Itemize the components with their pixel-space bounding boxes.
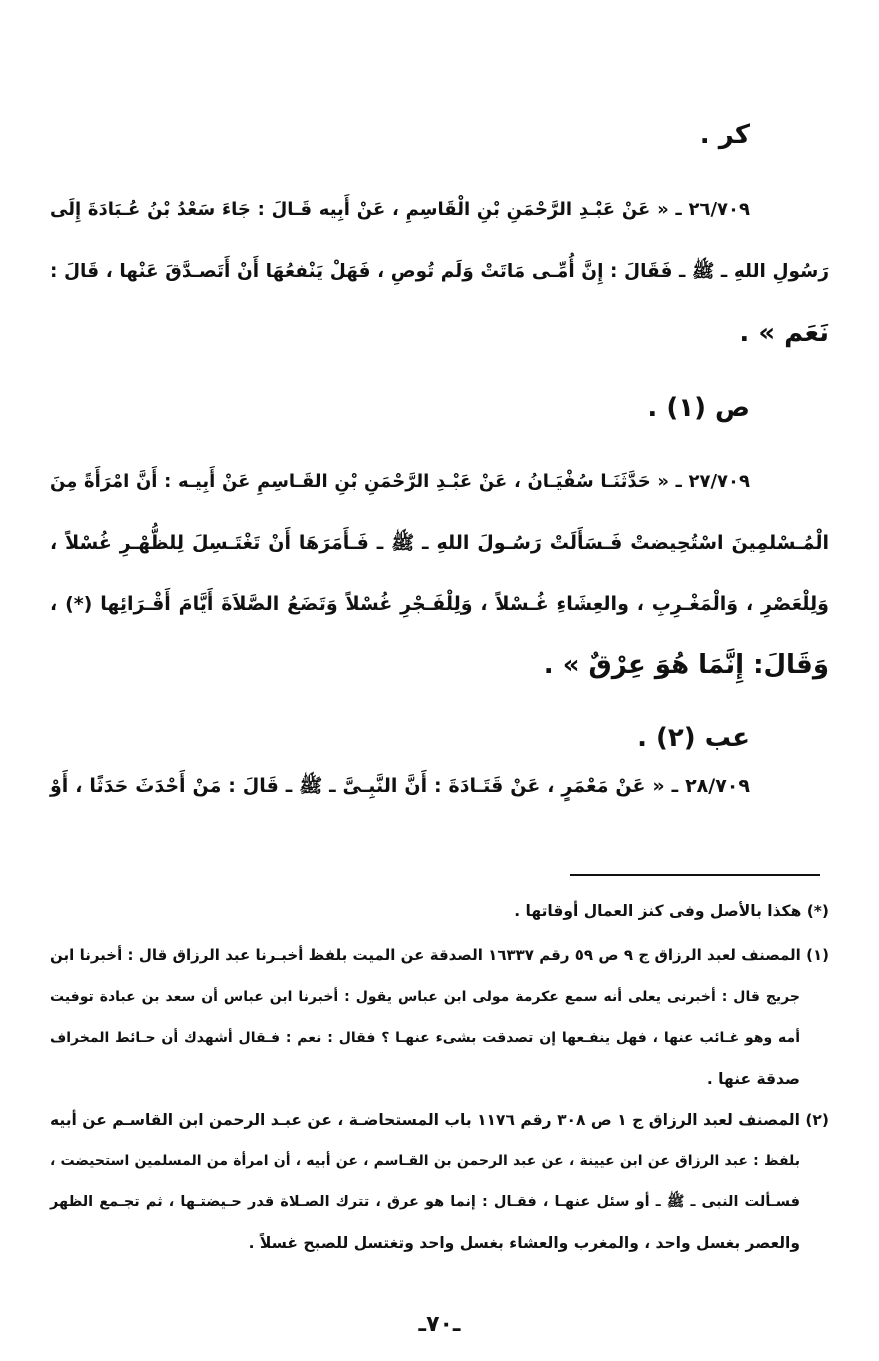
footnote-star: (*) هكذا بالأصل وفى كنز العمال أوقاتها . [514,902,829,920]
footnote-2-line-4: والعصر بغسل واحد ، والمغرب والعشاء بغسل واحد وتغتسل للصبح غسلاً . [248,1234,800,1252]
footnote-1-line-2: جريج قال : أخبرنى يعلى أنه سمع عكرمة مولى ابن عباس يقول : أخبرنا ابن عباس أن سعد بن عبادة توفيت [50,989,800,1005]
hadith-27-line-2: الْمُـسْلمِينَ اسْتُحِيضتْ فَـسَأَلَتْ رَسُـولَ اللهِ ـ ﷺ ـ فَـأَمَرَهَا أَنْ تَغْتَـسِلَ لِلظُّهْـرِ غُسْلاً ، [50,532,829,554]
page-number: ـ٧٠ـ [418,1312,461,1337]
hadith-27-line-1: ٢٧/٧٠٩ ـ « حَدَّثَنَـا سُفْيَـانُ ، عَنْ عَبْـدِ الرَّحْمَنِ بْنِ القَـاسِمِ عَنْ أَبِيـه : أَنَّ امْرَأَةً مِنَ [50,471,750,492]
hadith-26-line-3: نَعَم » . [739,318,829,348]
footnote-2-line-2: بلفظ : عبد الرزاق عن ابن عيينة ، عن عبد الرحمن بن القـاسم ، عن أبيه ، أن امرأة من المسلمين استحيضت ، [50,1153,800,1169]
footnote-2-line-3: فسـألت النبى ـ ﷺ ـ أو سئل عنهـا ، فقـال : إنما هو عرق ، تترك الصـلاة قدر حـيضتـها ، ثم تجـمع الظهر [50,1194,800,1210]
hadith-27-line-4: وَقَالَ: إِنَّمَا هُوَ عِرْقٌ » . [543,650,829,680]
source-ref-2: عب (٢) . [637,723,750,753]
text-line-1: كر . [699,120,750,150]
hadith-28-line-1: ٢٨/٧٠٩ ـ « عَنْ مَعْمَرٍ ، عَنْ قَتَـادَةَ : أَنَّ النَّبِـىَّ ـ ﷺ ـ قَالَ : مَنْ أَحْدَثَ حَدَثًا ، أَوْ [50,775,750,797]
footnote-1-line-3: أمه وهو غـائب عنها ، فهل ينفـعها إن تصدقت بشىء عنهـا ؟ فقال : نعم : فـقال أشهدك أن حـائط المخراف [50,1030,800,1046]
hadith-26-line-2: رَسُولِ اللهِ ـ ﷺ ـ فَقَالَ : إِنَّ أُمِّـى مَاتَتْ وَلَم تُوصِ ، فَهَلْ يَنْفعُهَا أَنْ أَتَصـدَّقَ عَنْها ، قَالَ : [50,261,829,282]
footnote-separator [570,874,820,876]
footnote-1-line-4: صدقة عنها . [706,1070,800,1088]
hadith-26-line-1: ٢٦/٧٠٩ ـ « عَنْ عَبْـدِ الرَّحْمَنِ بْنِ الْقَاسِمِ ، عَنْ أَبِيه قَـالَ : جَاءَ سَعْدُ بْنُ عُـبَادَةَ إِلَى [50,199,750,220]
footnote-2-line-1: (٢) المصنف لعبد الرزاق ج ١ ص ٣٠٨ رقم ١١٧٦ باب المستحاضـة ، عن عبـد الرحمن ابن القاسـم عن أبيه [50,1111,829,1129]
footnote-1-line-1: (١) المصنف لعبد الرزاق ج ٩ ص ٥٩ رقم ١٦٣٣٧ الصدقة عن الميت بلفظ أخبـرنا عبد الرزاق قال : أخبرنا ابن [50,946,829,964]
source-ref-1: ص (١) . [647,393,750,423]
hadith-27-line-3: وَلِلْعَصْرِ ، وَالْمَغْـرِبِ ، والعِشَاءِ غُـسْلاً ، وَلِلْفَـجْرِ غُسْلاً وَتَضَعُ الصَّلاَةَ أَيَّامَ أَقْـرَائِها (*) ، [50,593,829,615]
